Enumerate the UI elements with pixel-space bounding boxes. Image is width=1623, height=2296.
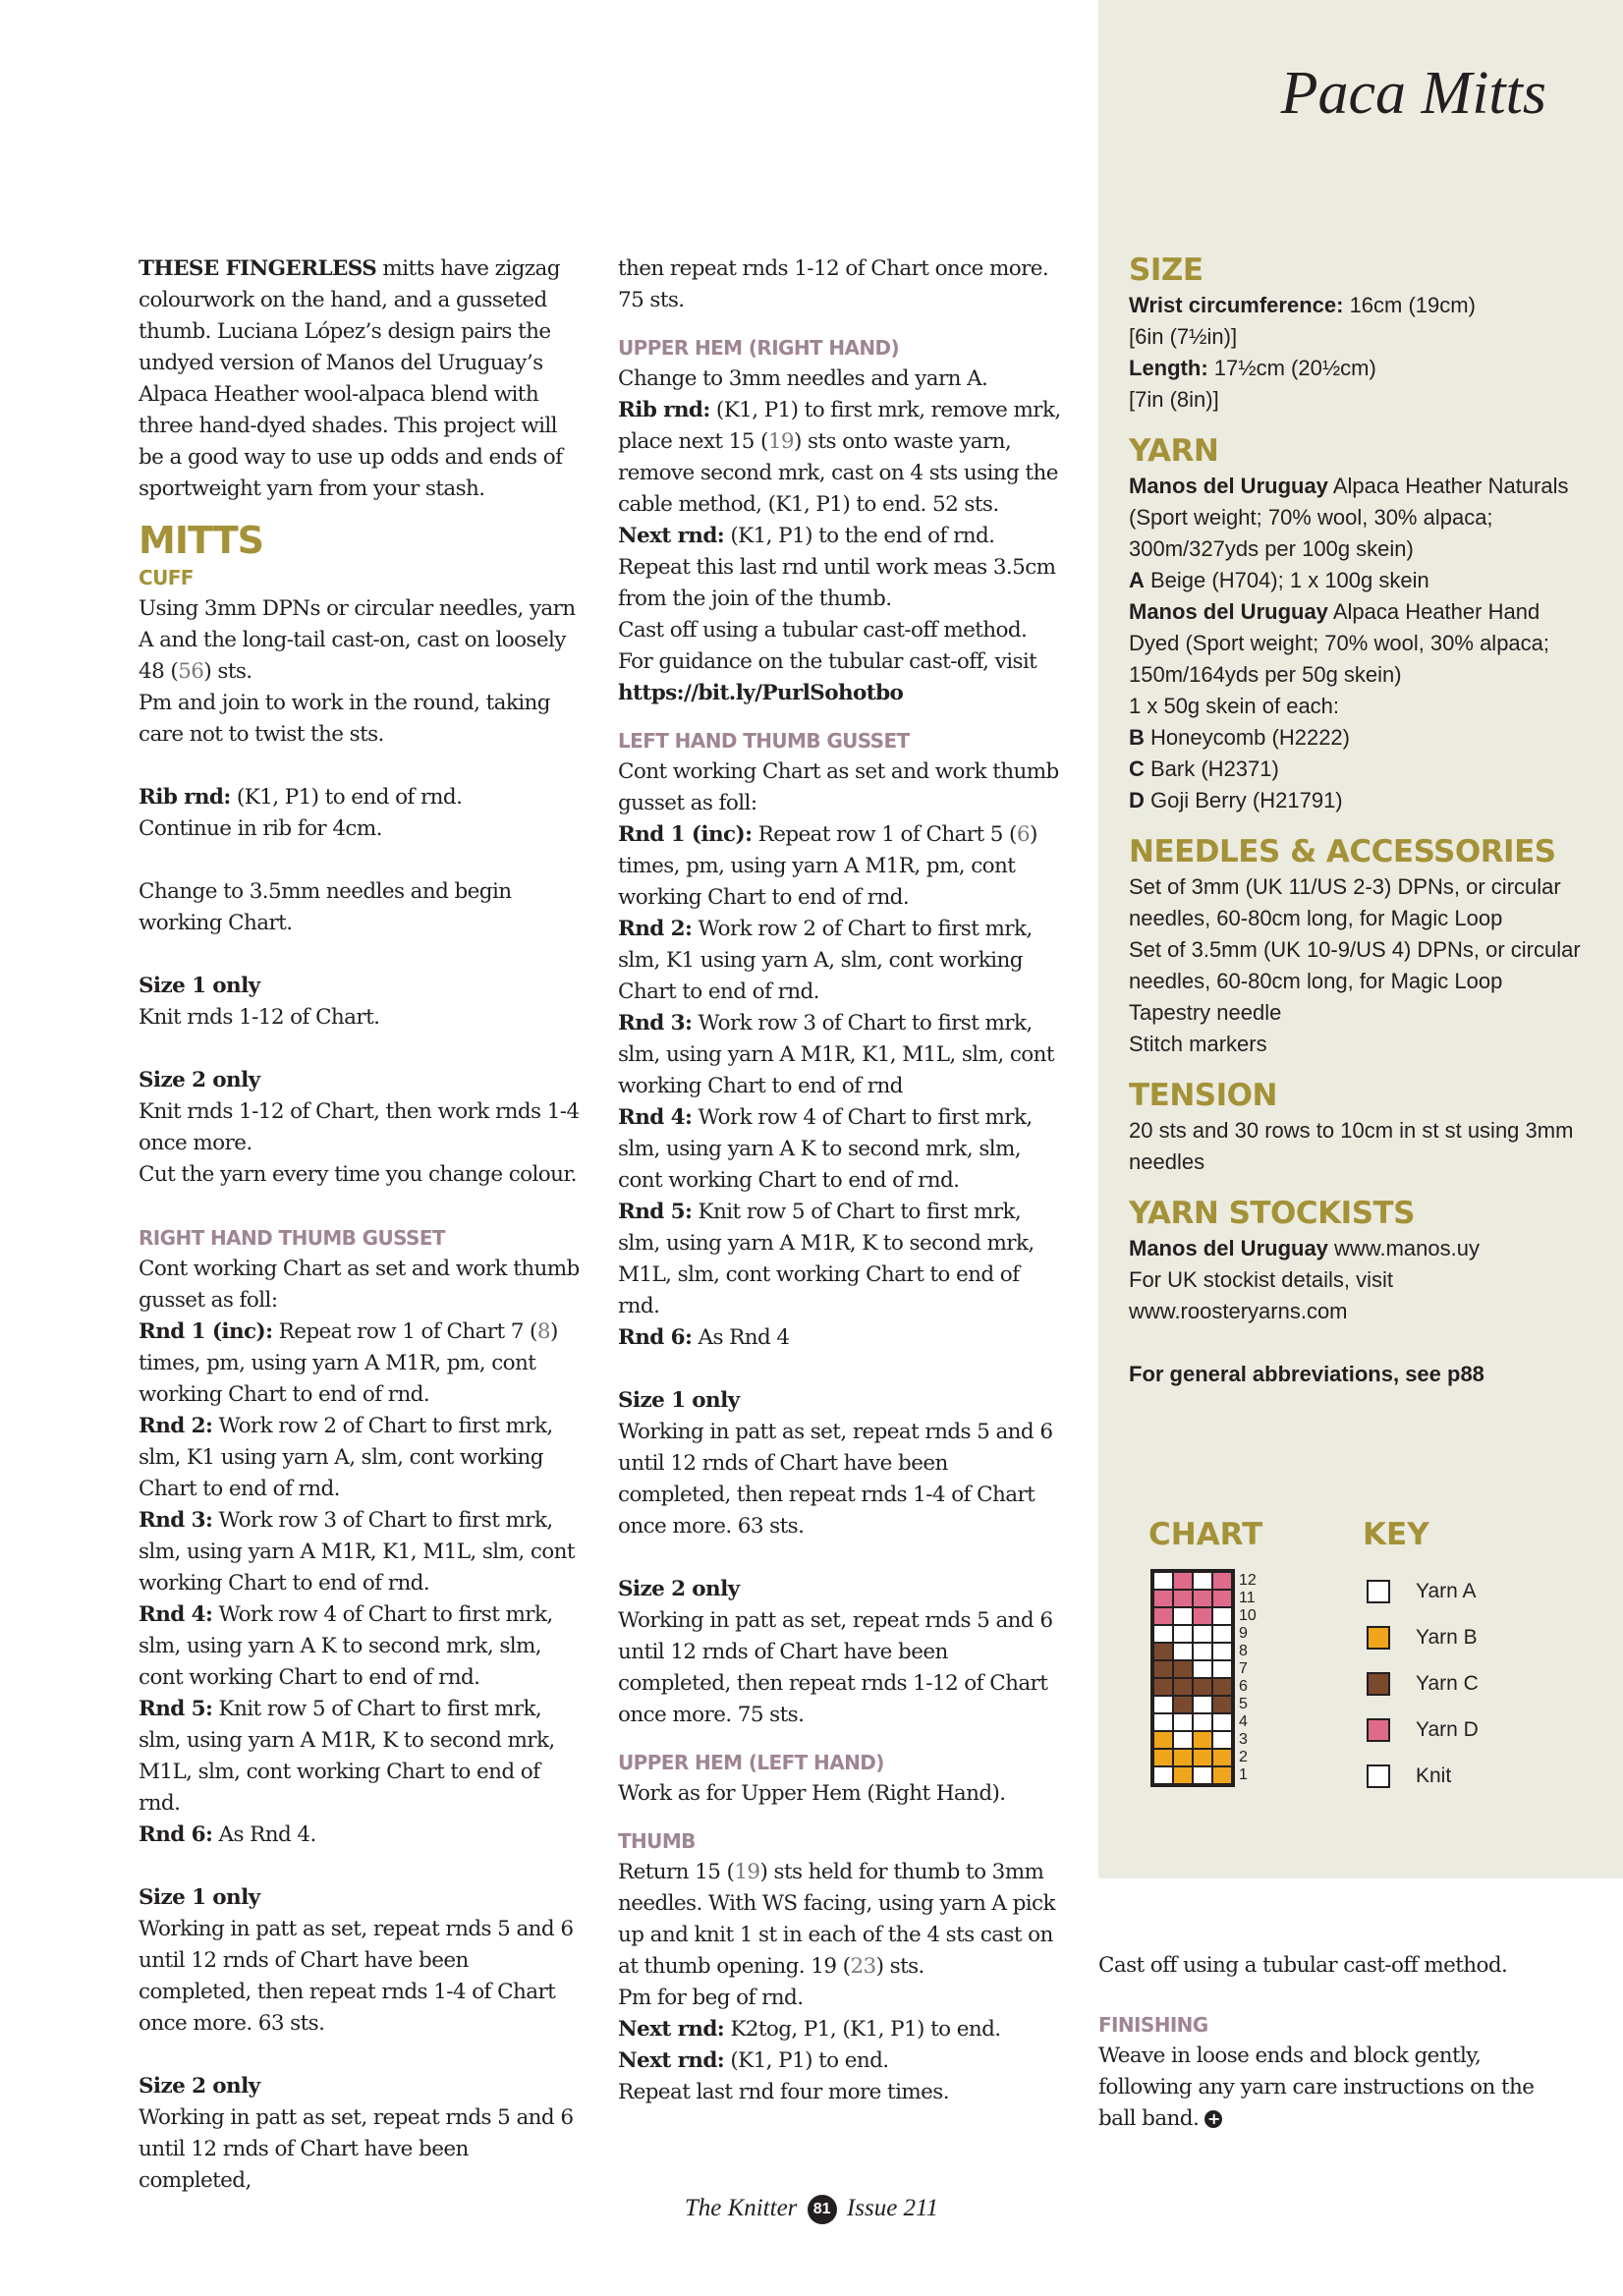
rnd-text: Work row 2 of Chart to first mrk, slm, K1 using yarn A, slm, cont working Chart to end of rnd. (139, 1414, 553, 1501)
chart-cell (1153, 1625, 1173, 1643)
chart-cell (1173, 1678, 1193, 1696)
rnd-text: As Rnd 4. (212, 1822, 316, 1847)
rnd-text: Work row 2 of Chart to first mrk, slm, K1 using yarn A, slm, cont working Chart to end of rnd. (618, 917, 1033, 1004)
chart-row-label: 1 (1239, 1766, 1248, 1783)
chart-cell (1173, 1696, 1193, 1713)
chart-cell (1153, 1713, 1173, 1731)
stockists-uk: For UK stockist details, visit (1129, 1267, 1393, 1292)
rnd-text: Knit row 5 of Chart to first mrk, slm, using yarn A M1R, K to second mrk, M1L, slm, cont working Chart to end of rnd. (139, 1697, 555, 1816)
key-swatch (1367, 1580, 1390, 1603)
chart-cell (1173, 1660, 1193, 1678)
chart-row (1153, 1590, 1232, 1607)
s2-heading-text: Size 2 only (618, 1577, 740, 1601)
upper-hem-castoff: Cast off using a tubular cast-off method. (618, 618, 1028, 643)
stockists-uk-url[interactable]: www.roosteryarns.com (1129, 1299, 1348, 1323)
chart-row-label: 9 (1239, 1625, 1248, 1642)
lh-rnd1 (618, 819, 1066, 914)
chart-cell (1173, 1590, 1193, 1607)
chart-cell (1153, 1590, 1173, 1607)
abbrev-text: For general abbreviations, see p88 (1129, 1362, 1484, 1386)
chart-row (1153, 1572, 1232, 1590)
stockists-line (1129, 1233, 1591, 1264)
chart-cell (1153, 1749, 1173, 1766)
wrist-line (1129, 290, 1591, 321)
length-line (1129, 353, 1591, 384)
next-text: (K1, P1) to end. (724, 2048, 889, 2073)
lh-rnd2 (618, 914, 1066, 1008)
intro-paragraph (139, 253, 587, 505)
lh-s2-heading (618, 1574, 1066, 1605)
size-heading: SIZE (1129, 252, 1203, 288)
thumb-text-b: ) sts held for thumb to 3mm needles. With WS facing, using yarn A pick up and knit 1 st in each of the 4 sts cast on at thumb opening. 19 ( (618, 1860, 1055, 1979)
finishing-heading: FINISHING (1098, 2013, 1208, 2037)
s2-text: Working in patt as set, repeat rnds 5 and 6 until 12 rnds of Chart have been completed, (139, 2105, 574, 2193)
issue-number: Issue 211 (846, 2195, 939, 2221)
s1-heading-text: Size 1 only (139, 1885, 260, 1910)
needles-4: Stitch markers (1129, 1032, 1267, 1056)
lh-rnd5 (618, 1197, 1066, 1322)
yarn-letter: A (1129, 568, 1145, 592)
tension-text: 20 sts and 30 rows to 10cm in st st using 3mm needles (1129, 1118, 1574, 1174)
next-label: Next rnd: (618, 2048, 725, 2073)
upper-hem-rh-heading: UPPER HEM (RIGHT HAND) (618, 336, 900, 360)
chart-cell (1212, 1625, 1232, 1643)
cont-text: then repeat rnds 1-12 of Chart once more. 75 sts. (618, 256, 1049, 312)
intro-text: mitts have zigzag colourwork on the hand, and a gusseted thumb. Luciana López’s design pairs the undyed version of Manos del Uruguay’s Alpaca Heather wool-alpaca blend with three hand-dyed shades. This project will be a good way to use up odds and ends of sportweight yarn from your stash. (139, 256, 563, 501)
guidance-link-text[interactable]: https://bit.ly/PurlSohotbo (618, 681, 904, 705)
intro-lead: THESE FINGERLESS (139, 256, 377, 281)
rnd-text: As Rnd 4 (692, 1325, 790, 1350)
chart-row (1153, 1643, 1232, 1660)
s1-text: Working in patt as set, repeat rnds 5 and 6 until 12 rnds of Chart have been completed, then repeat rnds 1-4 of Chart once more. 63 sts. (139, 1917, 574, 2036)
key-label: Yarn A (1416, 1579, 1477, 1602)
chart-cell (1153, 1696, 1173, 1713)
thumb-text (618, 1857, 1066, 1983)
chart-cell (1193, 1643, 1212, 1660)
chart-row (1153, 1607, 1232, 1625)
yarn-d (1129, 785, 1591, 816)
wrist-label: Wrist circumference: (1129, 293, 1344, 317)
rib-text: (K1, P1) to end of rnd. (230, 785, 463, 810)
rnd-label: Rnd 4: (618, 1105, 693, 1130)
chart-cell (1153, 1731, 1173, 1749)
rh-gusset-intro: Cont working Chart as set and work thumb gusset as foll: (139, 1257, 580, 1313)
key-swatch (1367, 1672, 1390, 1696)
s2-heading (139, 2071, 587, 2102)
rnd-label: Rnd 6: (139, 1822, 213, 1847)
yarn-brand: Manos del Uruguay (1129, 474, 1328, 498)
size-alt: 19 (767, 429, 794, 454)
yarn-text: Alpaca Heather Hand Dyed (Sport weight; 70% wool, 30% alpaca; 150m/164yds per 50g skein) (1129, 599, 1550, 687)
cut-yarn: Cut the yarn every time you change colour. (139, 1162, 577, 1187)
rnd-label: Rnd 3: (618, 1011, 693, 1036)
chart-row (1153, 1625, 1232, 1643)
final-castoff: Cast off using a tubular cast-off method. (1098, 1953, 1508, 1978)
chart-row-label: 8 (1239, 1643, 1248, 1659)
chart-row-label: 2 (1239, 1749, 1248, 1765)
rnd-label: Rnd 5: (139, 1697, 213, 1721)
size2-heading (139, 1065, 587, 1096)
size2-text: Knit rnds 1-12 of Chart, then work rnds 1-4 once more. (139, 1099, 580, 1155)
rnd-text: Knit row 5 of Chart to first mrk, slm, using yarn A M1R, K to second mrk, M1L, slm, cont working Chart to end of rnd. (618, 1200, 1035, 1318)
yarn-text: Alpaca Heather Naturals (Sport weight; 70% wool, 30% alpaca; 300m/327yds per 100g skein) (1129, 474, 1569, 561)
yarn-letter: D (1129, 788, 1145, 812)
key-label: Yarn B (1416, 1625, 1478, 1649)
chart-title: CHART (1148, 1517, 1263, 1552)
chart-cell (1153, 1766, 1173, 1784)
chart-cell (1173, 1607, 1193, 1625)
info-panel (1129, 251, 1591, 1390)
thumb-next1 (618, 2014, 1066, 2045)
size1-heading (139, 971, 587, 1002)
yarn-text: Beige (H704); 1 x 100g skein (1144, 568, 1429, 592)
chart-row (1153, 1678, 1232, 1696)
chart-cell (1193, 1660, 1212, 1678)
chart-row-label: 5 (1239, 1696, 1248, 1712)
guidance-link[interactable] (618, 678, 1066, 709)
rnd-text: Repeat row 1 of Chart 7 ( (272, 1319, 537, 1344)
chart-cell (1153, 1660, 1173, 1678)
chart-cell (1212, 1731, 1232, 1749)
rnd-text: Repeat row 1 of Chart 5 ( (752, 822, 1017, 847)
chart-cell (1212, 1766, 1232, 1784)
mitts-heading: MITTS (139, 519, 264, 562)
size-alt: 56 (178, 659, 204, 684)
size-alt: 8 (536, 1319, 550, 1344)
chart-cell (1212, 1696, 1232, 1713)
chart-cell (1193, 1713, 1212, 1731)
rib-text: ) sts onto waste yarn, remove second mrk, cast on 4 sts using the cable method, (K1, P1) to end. 52 sts. (618, 429, 1058, 517)
thumb-repeat: Repeat last rnd four more times. (618, 2080, 949, 2104)
chart-cell (1153, 1678, 1173, 1696)
rnd-label: Rnd 2: (618, 917, 693, 941)
s2-heading-text: Size 2 only (139, 2074, 260, 2099)
chart-row-label: 12 (1239, 1572, 1257, 1589)
stockists-heading: YARN STOCKISTS (1129, 1196, 1416, 1231)
chart-cell (1212, 1660, 1232, 1678)
chart-cell (1193, 1696, 1212, 1713)
yarn-text: Goji Berry (H21791) (1144, 788, 1343, 812)
next-text: K2tog, P1, (K1, P1) to end. (724, 2017, 1001, 2042)
chart-cell (1193, 1678, 1212, 1696)
chart-cell (1153, 1643, 1173, 1660)
rh-rnd1 (139, 1316, 587, 1411)
needles-heading: NEEDLES & ACCESSORIES (1129, 834, 1556, 869)
change-needles: Change to 3.5mm needles and begin working Chart. (139, 879, 512, 935)
key-title: KEY (1363, 1517, 1429, 1552)
chart-cell (1193, 1607, 1212, 1625)
key-item (1367, 1753, 1479, 1799)
chart-cell (1212, 1572, 1232, 1590)
key-item (1367, 1614, 1479, 1660)
column-2 (618, 253, 1066, 2108)
chart-cell (1193, 1749, 1212, 1766)
chart-cell (1173, 1766, 1193, 1784)
chart-row (1153, 1713, 1232, 1731)
rnd-label: Rnd 1 (inc): (618, 822, 753, 847)
rib-rnd (139, 782, 587, 813)
finishing-text (1098, 2041, 1560, 2135)
s1-heading-text: Size 1 only (618, 1388, 740, 1413)
chart-row-label: 6 (1239, 1678, 1248, 1695)
rh-rnd2 (139, 1411, 587, 1505)
page-number: 81 (808, 2195, 837, 2224)
chart-row-label: 11 (1239, 1590, 1256, 1606)
rnd-label: Rnd 6: (618, 1325, 693, 1350)
thumb-text-c: ) sts. (875, 1954, 924, 1979)
upper-hem-lh-heading: UPPER HEM (LEFT HAND) (618, 1751, 884, 1774)
chart-cell (1173, 1731, 1193, 1749)
key-item (1367, 1568, 1479, 1614)
cuff-text-b: ) sts. (203, 659, 252, 684)
yarn-c (1129, 754, 1591, 785)
chart-row (1153, 1749, 1232, 1766)
needles-2: Set of 3.5mm (UK 10-9/US 4) DPNs, or circular needles, 60-80cm long, for Magic Loop (1129, 937, 1581, 993)
lh-rnd3 (618, 1008, 1066, 1102)
key-swatch (1367, 1718, 1390, 1742)
rnd-text: Work row 3 of Chart to first mrk, slm, using yarn A M1R, K1, M1L, slm, cont working Chart to end of rnd. (139, 1508, 575, 1596)
chart-cell (1212, 1749, 1232, 1766)
chart-cell (1173, 1713, 1193, 1731)
chart-cell (1193, 1590, 1212, 1607)
tension-heading: TENSION (1129, 1078, 1277, 1113)
end-mark-icon: + (1204, 2110, 1222, 2128)
key-swatch (1367, 1626, 1390, 1650)
yarn-a (1129, 565, 1591, 596)
rib-label: Rib rnd: (139, 785, 231, 810)
upper-hem-rib (618, 395, 1066, 521)
thumb-next2 (618, 2045, 1066, 2077)
key-label: Yarn C (1416, 1671, 1479, 1695)
colourwork-chart (1150, 1569, 1235, 1787)
size1-text: Knit rnds 1-12 of Chart. (139, 1005, 380, 1030)
chart-cell (1173, 1572, 1193, 1590)
key-label: Knit (1416, 1764, 1452, 1787)
chart-cell (1193, 1625, 1212, 1643)
chart-row-label: 4 (1239, 1713, 1248, 1730)
yarn-b (1129, 722, 1591, 754)
wrist-value: 16cm (19cm) (1343, 293, 1476, 317)
yarn-letter: C (1129, 756, 1145, 781)
chart-cell (1193, 1572, 1212, 1590)
chart-cell (1212, 1590, 1232, 1607)
lh-s2-text: Working in patt as set, repeat rnds 5 and 6 until 12 rnds of Chart have been completed, then repeat rnds 1-12 of Chart once more. 75 sts. (618, 1608, 1053, 1727)
chart-row-label: 10 (1239, 1607, 1257, 1624)
chart-cell (1153, 1607, 1173, 1625)
thumb-text-a: Return 15 ( (618, 1860, 735, 1884)
size1-heading-text: Size 1 only (139, 974, 260, 998)
upper-hem-change: Change to 3mm needles and yarn A. (618, 366, 988, 391)
rib-text: (K1, P1) to first mrk, remove mrk, place next 15 ( (618, 398, 1061, 454)
next-label: Next rnd: (618, 2017, 725, 2042)
column-1 (139, 253, 587, 2197)
lh-s1-text: Working in patt as set, repeat rnds 5 and 6 until 12 rnds of Chart have been completed, then repeat rnds 1-4 of Chart once more. 63 sts. (618, 1420, 1053, 1539)
chart-cell (1173, 1625, 1193, 1643)
upper-hem-next (618, 521, 1066, 552)
rnd-text: ) times, pm, using yarn A M1R, pm, cont working Chart to end of rnd. (139, 1319, 558, 1407)
next-text: (K1, P1) to the end of rnd. (724, 524, 995, 548)
size-alt: 19 (734, 1860, 760, 1884)
yarn-text: Bark (H2371) (1144, 756, 1279, 781)
key-item (1367, 1707, 1479, 1753)
chart-row (1153, 1731, 1232, 1749)
abbrev-note (1129, 1359, 1591, 1390)
magazine-name: The Knitter (684, 2195, 798, 2221)
rnd-text: ) times, pm, using yarn A M1R, pm, cont working Chart to end of rnd. (618, 822, 1037, 910)
length-label: Length: (1129, 356, 1208, 380)
chart-cell (1173, 1643, 1193, 1660)
chart-cell (1193, 1731, 1212, 1749)
finishing-body: Weave in loose ends and block gently, following any yarn care instructions on the ball band. (1098, 2044, 1535, 2131)
rnd-label: Rnd 4: (139, 1602, 213, 1627)
cuff-text (139, 593, 587, 688)
size2-heading-text: Size 2 only (139, 1068, 260, 1092)
chart-key (1367, 1568, 1479, 1799)
rib-label: Rib rnd: (618, 398, 710, 422)
chart-cell (1212, 1607, 1232, 1625)
rh-rnd5 (139, 1694, 587, 1820)
rnd-label: Rnd 1 (inc): (139, 1319, 273, 1344)
rnd-label: Rnd 2: (139, 1414, 213, 1438)
yarn-letter: B (1129, 725, 1145, 750)
rnd-label: Rnd 3: (139, 1508, 213, 1533)
lh-s1-heading (618, 1385, 1066, 1417)
cuff-text-a: Using 3mm DPNs or circular needles, yarn A and the long-tail cast-on, cast on loosely 48 ( (139, 596, 576, 684)
length-value: 17½cm (20½cm) (1207, 356, 1376, 380)
stockists-url[interactable]: www.manos.uy (1327, 1236, 1480, 1260)
rh-rnd6 (139, 1820, 587, 1851)
yarn-heading: YARN (1129, 433, 1219, 469)
lh-rnd6 (618, 1322, 1066, 1354)
upper-hem-lh-text: Work as for Upper Hem (Right Hand). (618, 1781, 1006, 1806)
key-item (1367, 1660, 1479, 1707)
chart-cell (1212, 1678, 1232, 1696)
chart-cell (1212, 1713, 1232, 1731)
size-alt: 23 (850, 1954, 876, 1979)
wrist-inches: [6in (7½in)] (1129, 324, 1238, 349)
chart-row (1153, 1696, 1232, 1713)
cuff-join: Pm and join to work in the round, taking care not to twist the sts. (139, 691, 550, 747)
needles-3: Tapestry needle (1129, 1000, 1282, 1025)
rh-rnd4 (139, 1599, 587, 1694)
finishing-section (1098, 1950, 1560, 2135)
thumb-heading: THUMB (618, 1829, 696, 1853)
lh-gusset-intro: Cont working Chart as set and work thumb gusset as foll: (618, 759, 1059, 815)
chart-row-labels (1239, 1572, 1257, 1784)
rnd-text: Work row 4 of Chart to first mrk, slm, using yarn A K to second mrk, slm, cont working Chart to end of rnd. (618, 1105, 1033, 1193)
yarn2-each: 1 x 50g skein of each: (1129, 694, 1340, 718)
upper-hem-repeat: Repeat this last rnd until work meas 3.5cm from the join of the thumb. (618, 555, 1056, 611)
cuff-heading: CUFF (139, 566, 194, 589)
yarn-text: Honeycomb (H2222) (1144, 725, 1350, 750)
size-alt: 6 (1016, 822, 1030, 847)
yarn1 (1129, 471, 1591, 565)
lh-gusset-heading: LEFT HAND THUMB GUSSET (618, 729, 910, 753)
key-swatch (1367, 1764, 1390, 1788)
page-footer (0, 2195, 1623, 2224)
rnd-text: Work row 4 of Chart to first mrk, slm, using yarn A K to second mrk, slm, cont working Chart to end of rnd. (139, 1602, 553, 1690)
chart-cell (1173, 1749, 1193, 1766)
yarn-brand: Manos del Uruguay (1129, 599, 1328, 624)
chart-row (1153, 1766, 1232, 1784)
s1-heading (139, 1882, 587, 1914)
chart-row-label: 7 (1239, 1660, 1248, 1677)
rh-gusset-heading: RIGHT HAND THUMB GUSSET (139, 1226, 445, 1250)
rib-continue: Continue in rib for 4cm. (139, 816, 382, 841)
chart-row (1153, 1660, 1232, 1678)
rnd-text: Work row 3 of Chart to first mrk, slm, using yarn A M1R, K1, M1L, slm, cont working Chart to end of rnd (618, 1011, 1054, 1098)
lh-rnd4 (618, 1102, 1066, 1197)
stockists-brand: Manos del Uruguay (1129, 1236, 1328, 1260)
yarn2 (1129, 596, 1591, 691)
chart-cell (1193, 1766, 1212, 1784)
chart-cell (1153, 1572, 1173, 1590)
thumb-pm: Pm for beg of rnd. (618, 1986, 804, 2010)
needles-1: Set of 3mm (UK 11/US 2-3) DPNs, or circular needles, 60-80cm long, for Magic Loop (1129, 874, 1561, 930)
key-label: Yarn D (1416, 1717, 1479, 1741)
next-label: Next rnd: (618, 524, 725, 548)
chart-row-label: 3 (1239, 1731, 1248, 1748)
chart-cell (1212, 1643, 1232, 1660)
length-inches: [7in (8in)] (1129, 387, 1219, 412)
rnd-label: Rnd 5: (618, 1200, 693, 1224)
guidance-text: For guidance on the tubular cast-off, visit (618, 649, 1037, 674)
page-title: Paca Mitts (1280, 60, 1546, 127)
rh-rnd3 (139, 1505, 587, 1599)
